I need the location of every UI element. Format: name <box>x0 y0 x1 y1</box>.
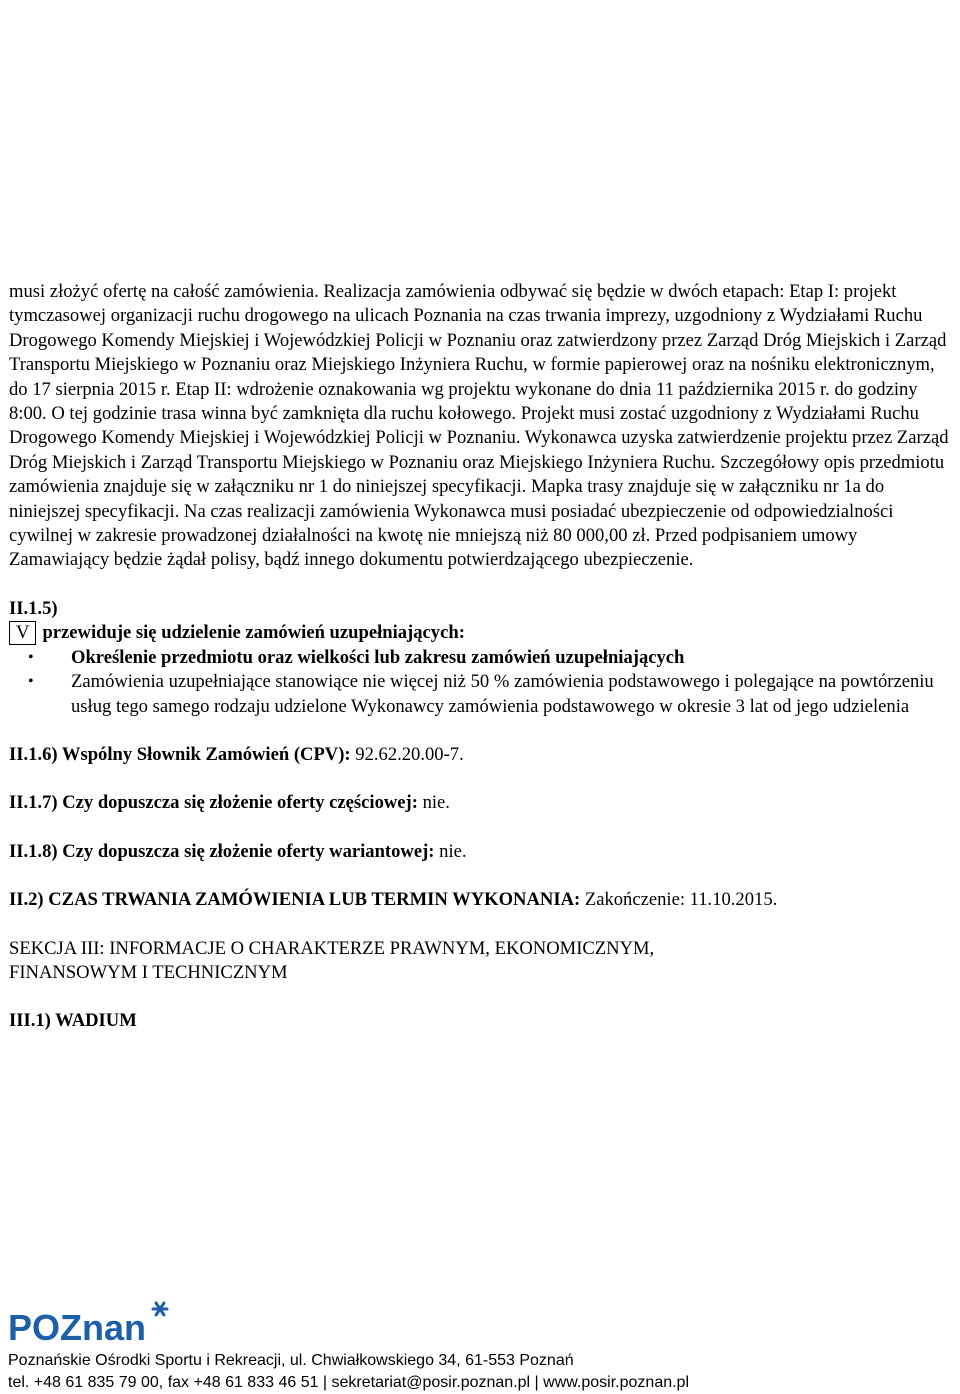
section-ii-1-7 <box>9 791 949 815</box>
bullet-text: Zamówienia uzupełniające stanowiące nie więcej niż 50 % zamówienia podstawowego i polegające na powtórzeniu usług tego samego rodzaju udzielone Wykonawcy zamówienia podstawowego w okresie 3 lat od jego udzielenia <box>71 671 934 717</box>
section-ii-1-8-value: nie. <box>434 840 467 862</box>
section-ii-1-6 <box>9 743 949 767</box>
section-iii-heading: SEKCJA III: INFORMACJE O CHARAKTERZE PRAWNYM, EKONOMICZNYM, FINANSOWYM I TECHNICZNYM <box>9 937 655 983</box>
bullet-icon: • <box>28 673 34 691</box>
list-item <box>28 670 949 719</box>
section-ii-1-6-value: 92.62.20.00-7. <box>350 743 464 765</box>
poznan-logo-icon <box>8 1300 178 1346</box>
footer-contact: tel. +48 61 835 79 00, fax +48 61 833 46 51 | sekretariat@posir.poznan.pl | www.posir.poznan.pl <box>8 1374 690 1391</box>
section-ii-1-8 <box>9 840 949 864</box>
section-ii-1-7-value: nie. <box>417 792 450 814</box>
poznan-logo <box>8 1300 178 1351</box>
section-ii-1-5-label: II.1.5) <box>9 597 58 619</box>
section-ii-2-value: Zakończenie: 11.10.2015. <box>580 889 778 911</box>
section-ii-1-8-label: II.1.8) Czy dopuszcza się złożenie oferty wariantowej: <box>9 840 435 862</box>
section-ii-1-6-label: II.1.6) Wspólny Słownik Zamówień (CPV): <box>9 743 351 765</box>
section-iii-1-heading: III.1) WADIUM <box>9 1010 137 1032</box>
section-ii-2 <box>9 888 949 912</box>
section-ii-2-label: II.2) CZAS TRWANIA ZAMÓWIENIA LUB TERMIN WYKONANIA: <box>9 889 581 911</box>
footer-address: Poznańskie Ośrodki Sportu i Rekreacji, ul. Chwiałkowskiego 34, 61-553 Poznań <box>8 1352 574 1369</box>
bullet-list <box>9 646 949 719</box>
section-ii-1-5-heading-row <box>9 621 949 645</box>
section-ii-1-7-label: II.1.7) Czy dopuszcza się złożenie oferty częściowej: <box>9 792 418 814</box>
footer <box>8 1350 689 1394</box>
logo-text: POZnan <box>8 1307 147 1346</box>
main-paragraph: musi złożyć ofertę na całość zamówienia. Realizacja zamówienia odbywać się będzie w dwóch etapach: Etap I: projekt tymczasowej organizacji ruchu drogowego na ulicach Poznania na czas trwania imprezy, uzgodniony z Wydziałami Ruchu Drogowego Komendy Miejskiej i Wojewódzkiej Policji w Poznaniu oraz zatwierdzony przez Zarząd Dróg Miejskich i Zarząd Transportu Miejskiego w Poznaniu oraz Miejskiego Inżyniera Ruchu, w formie papierowej oraz na nośniku elektronicznym, do 17 sierpnia 2015 r. Etap II: wdrożenie oznakowania wg projektu wykonane do dnia 11 października 2015 r. do godziny 8:00. O tej godzinie trasa winna być zamknięta dla ruchu kołowego. Projekt musi zostać uzgodniony z Wydziałami Ruchu Drogowego Komendy Miejskiej i Wojewódzkiej Policji w Poznaniu. Wykonawca uzyska zatwierdzenie projektu przez Zarząd Dróg Miejskich i Zarząd Transportu Miejskiego w Poznaniu oraz Miejskiego Inżyniera Ruchu. Szczegółowy opis przedmiotu zamówienia znajduje się w załączniku nr 1 do niniejszej specyfikacji. Mapka trasy znajduje się w załączniku nr 1a do niniejszej specyfikacji. Na czas realizacji zamówienia Wykonawca musi posiadać ubezpieczenie od odpowiedzialności cywilnej w zakresie prowadzonej działalności na kwotę nie mniejszą niż 80 000,00 zł. Przed podpisaniem umowy Zamawiający będzie żądał polisy, bądź innego dokumentu potwierdzającego ubezpieczenie. <box>9 281 949 571</box>
list-item <box>28 646 949 670</box>
checkbox-mark: V <box>9 621 36 645</box>
section-ii-1-5-heading: przewiduje się udzielenie zamówień uzupełniających: <box>42 622 465 644</box>
bullet-text: Określenie przedmiotu oraz wielkości lub zakresu zamówień uzupełniających <box>71 646 685 668</box>
document-body <box>9 280 949 1034</box>
bullet-icon: • <box>28 648 34 666</box>
